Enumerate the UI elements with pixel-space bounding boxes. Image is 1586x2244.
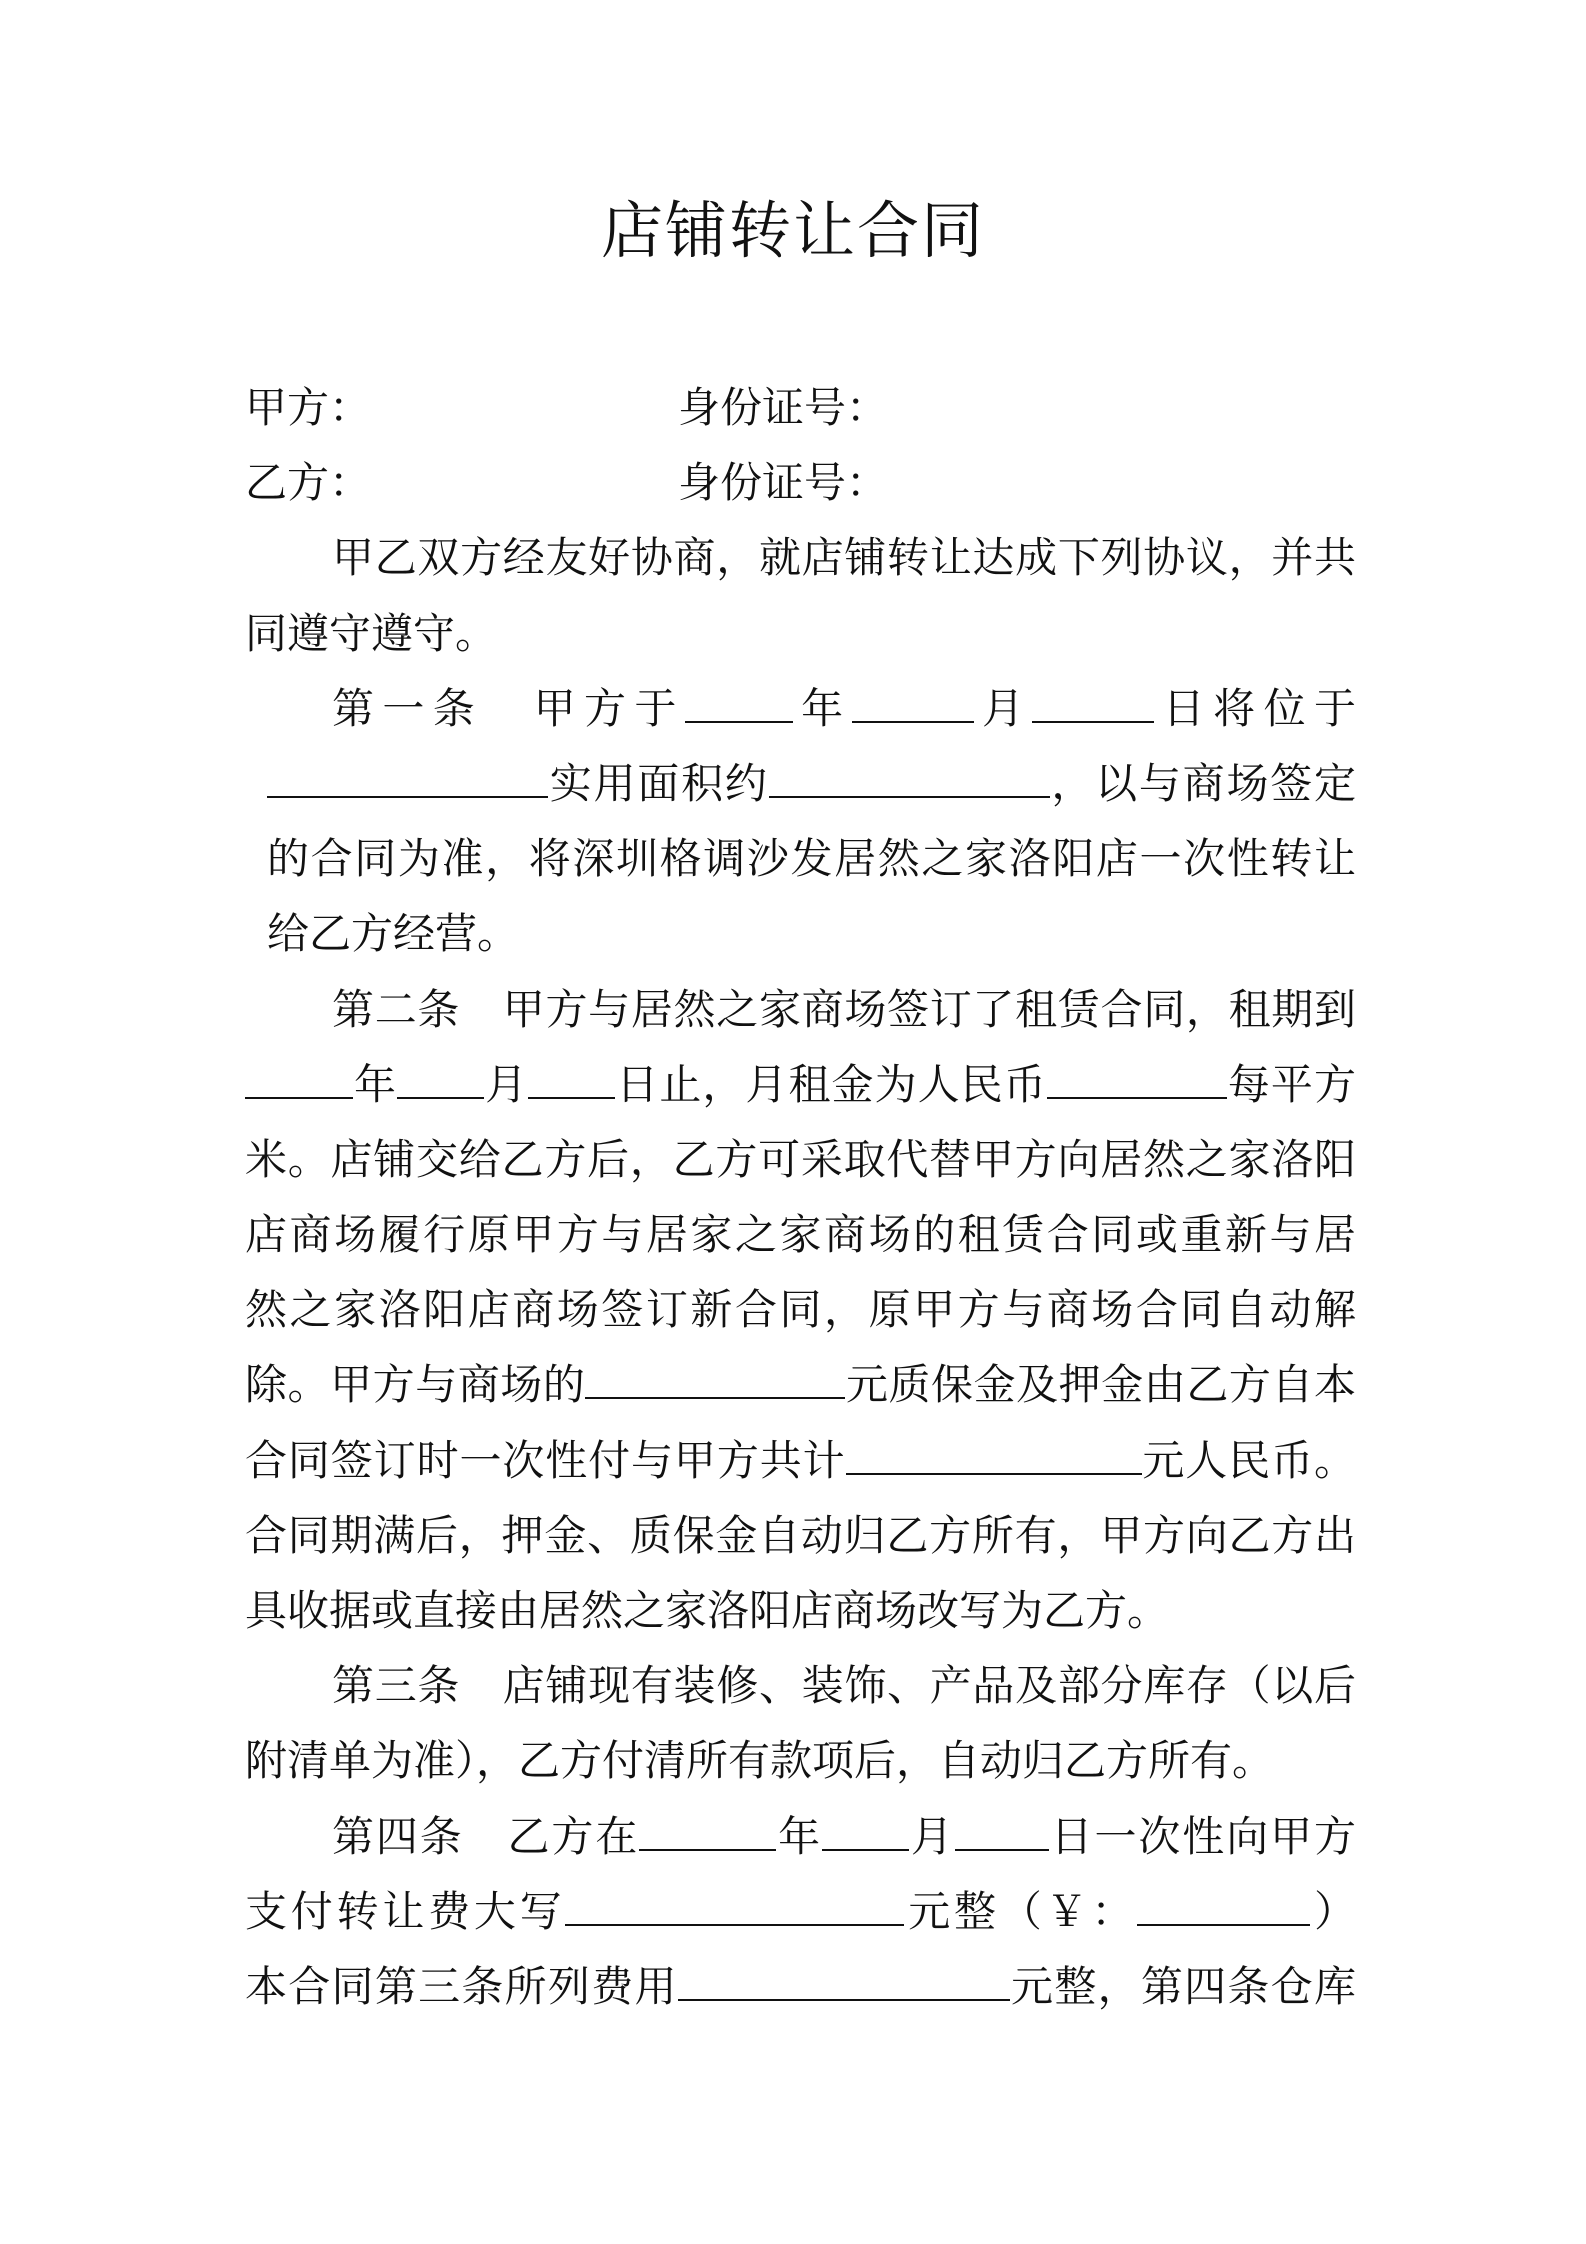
party-a-id-label: 身份证号： (678, 383, 889, 432)
text: 支付转让费大写 (245, 1886, 566, 1936)
article-4-line (245, 1874, 1356, 1949)
total-blank[interactable] (846, 1437, 1142, 1475)
text: 元质保金及押金由乙方自本 (845, 1360, 1356, 1410)
text: 日将位于 (1154, 683, 1356, 733)
article-2-line (245, 1498, 1356, 1573)
party-b-line (245, 445, 1356, 520)
amount-words-blank[interactable] (565, 1888, 904, 1926)
article-4-line (245, 1949, 1356, 2024)
deposit-blank[interactable] (585, 1361, 845, 1399)
text: 元整（￥： (904, 1886, 1138, 1936)
text: 日止，月租金为人民币 (615, 1059, 1047, 1109)
text: 实用面积约 (548, 758, 769, 808)
article-3-line (245, 1648, 1356, 1723)
text: 除。甲方与商场的 (245, 1360, 586, 1410)
text: 同遵守遵守。 (245, 608, 498, 658)
article-1-line (245, 821, 1356, 896)
text: 年 (353, 1059, 398, 1109)
text: 第三条 店铺现有装修、装饰、产品及部分库存（以后 (332, 1661, 1356, 1711)
article-2-line (245, 1347, 1356, 1422)
location-blank-cont[interactable] (267, 760, 548, 798)
text: 年 (792, 683, 852, 733)
article-3-line (245, 1723, 1356, 1798)
article-2-line (245, 1122, 1356, 1197)
article-2-line (245, 1573, 1356, 1648)
text: 合同签订时一次性付与甲方共计 (245, 1435, 846, 1485)
month-blank[interactable] (397, 1061, 484, 1099)
day-blank[interactable] (955, 1813, 1049, 1851)
month-blank[interactable] (852, 685, 974, 723)
text: 月 (973, 683, 1033, 733)
text: 月 (908, 1811, 955, 1861)
text: 米。店铺交给乙方后，乙方可采取代替甲方向居然之家洛阳 (245, 1134, 1356, 1184)
month-blank[interactable] (822, 1813, 909, 1851)
text: 月 (484, 1059, 529, 1109)
text: 合同期满后，押金、质保金自动归乙方所有，甲方向乙方出 (245, 1510, 1356, 1560)
article-2-line (245, 1197, 1356, 1272)
text: 附清单为准），乙方付清所有款项后，自动归乙方所有。 (245, 1736, 1275, 1786)
text: 第二条 甲方与居然之家商场签订了租赁合同，租期到 (332, 984, 1356, 1034)
article-2-line (245, 1423, 1356, 1498)
year-blank[interactable] (639, 1813, 776, 1851)
text: 每平方 (1226, 1059, 1356, 1109)
article-2-line (245, 972, 1356, 1047)
document-title: 店铺转让合同 (600, 194, 985, 267)
party-a-label: 甲方： (245, 383, 372, 432)
article-1-line (245, 671, 1356, 746)
area-blank[interactable] (769, 760, 1050, 798)
text: 给乙方经营。 (267, 909, 520, 959)
year-blank[interactable] (685, 685, 793, 723)
text: ） (1310, 1886, 1356, 1936)
text: 第四条 乙方在 (332, 1811, 640, 1861)
party-a-line (245, 370, 1356, 445)
article-1-line (245, 896, 1356, 971)
text: 第一条 甲方于 (332, 683, 685, 733)
text: 日一次性向甲方 (1048, 1811, 1356, 1861)
preamble-line (245, 520, 1356, 595)
text: 具收据或直接由居然之家洛阳店商场改写为乙方。 (245, 1586, 1170, 1635)
article-4-line (245, 1799, 1356, 1874)
article-2-line (245, 1047, 1356, 1122)
day-blank[interactable] (528, 1061, 615, 1099)
text: 元整，第四条仓库 (1009, 1961, 1356, 2011)
article-1-line (245, 746, 1356, 821)
text: 然之家洛阳店商场签订新合同，原甲方与商场合同自动解 (245, 1285, 1356, 1335)
text: 店商场履行原甲方与居家之家商场的租赁合同或重新与居 (245, 1210, 1356, 1260)
contract-body (245, 370, 1356, 2024)
article-2-line (245, 1272, 1356, 1347)
text: 本合同第三条所列费用 (245, 1961, 678, 2011)
party-b-label: 乙方： (245, 458, 372, 508)
text: 年 (776, 1811, 822, 1861)
text: ，以与商场签定 (1049, 758, 1356, 808)
text: 的合同为准，将深圳格调沙发居然之家洛阳店一次性转让 (267, 834, 1356, 884)
rent-blank[interactable] (1047, 1061, 1227, 1099)
party-b-id-label: 身份证号： (678, 458, 889, 508)
text: 甲乙双方经友好协商，就店铺转让达成下列协议，并共 (332, 533, 1356, 583)
amount-figure-blank[interactable] (1137, 1888, 1310, 1926)
article-3-fee-blank[interactable] (678, 1963, 1010, 2001)
day-blank[interactable] (1032, 685, 1154, 723)
year-blank[interactable] (245, 1061, 353, 1099)
preamble-line (245, 596, 1356, 671)
text: 元人民币。 (1141, 1435, 1356, 1485)
